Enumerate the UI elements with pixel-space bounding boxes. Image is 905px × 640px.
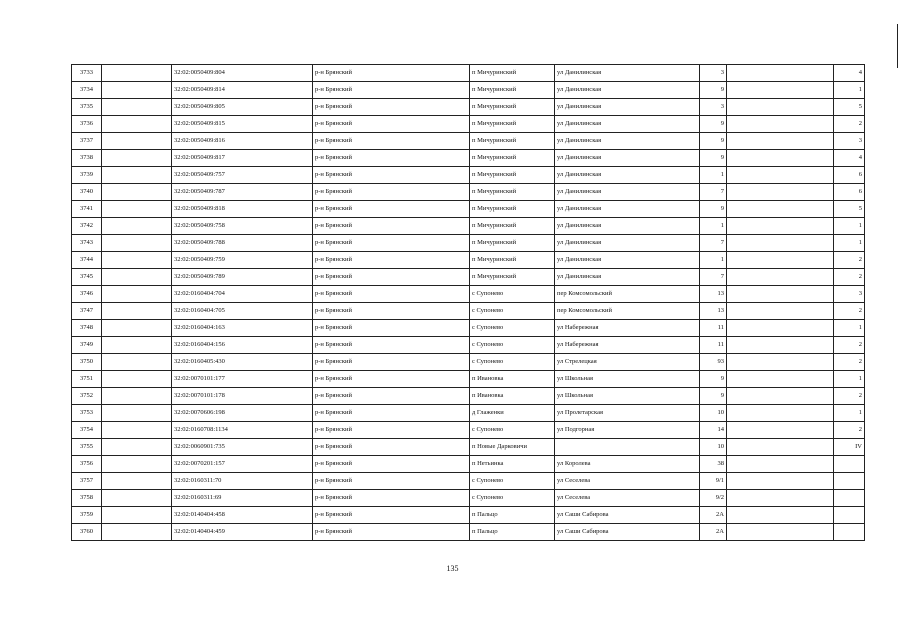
registry-table-body (72, 65, 865, 541)
blank-cell (102, 371, 172, 388)
street-cell: ул Данилинская (555, 252, 700, 269)
locality-cell: с Супонево (470, 303, 555, 320)
blank-cell (102, 456, 172, 473)
row-number-cell: 3736 (72, 116, 102, 133)
house-number-cell: 9 (700, 201, 727, 218)
blank-cell (102, 473, 172, 490)
apartment-cell: 5 (834, 201, 865, 218)
house-number-cell: 2А (700, 507, 727, 524)
district-cell: р-н Брянский (313, 286, 470, 303)
table-row (72, 252, 865, 269)
apartment-cell (834, 507, 865, 524)
table-row (72, 286, 865, 303)
house-number-cell: 10 (700, 439, 727, 456)
street-cell: ул Школьная (555, 388, 700, 405)
locality-cell: п Мичуринский (470, 116, 555, 133)
cadastral-number-cell: 32:02:0050409:815 (172, 116, 313, 133)
street-cell: ул Пролетарская (555, 405, 700, 422)
house-number-cell: 9 (700, 116, 727, 133)
extra-cell (727, 167, 834, 184)
district-cell: р-н Брянский (313, 269, 470, 286)
locality-cell: с Супонево (470, 320, 555, 337)
street-cell: ул Данилинская (555, 82, 700, 99)
street-cell: ул Данилинская (555, 65, 700, 82)
house-number-cell: 14 (700, 422, 727, 439)
house-number-cell: 1 (700, 218, 727, 235)
blank-cell (102, 201, 172, 218)
cadastral-number-cell: 32:02:0160404:163 (172, 320, 313, 337)
house-number-cell: 9 (700, 388, 727, 405)
house-number-cell: 10 (700, 405, 727, 422)
blank-cell (102, 150, 172, 167)
street-cell: ул Данилинская (555, 150, 700, 167)
locality-cell: с Супонево (470, 337, 555, 354)
page-edge-mark (897, 24, 898, 68)
locality-cell: п Мичуринский (470, 252, 555, 269)
district-cell: р-н Брянский (313, 439, 470, 456)
house-number-cell: 13 (700, 286, 727, 303)
table-row (72, 507, 865, 524)
table-row (72, 320, 865, 337)
house-number-cell: 7 (700, 184, 727, 201)
table-row (72, 422, 865, 439)
extra-cell (727, 490, 834, 507)
table-row (72, 473, 865, 490)
extra-cell (727, 507, 834, 524)
extra-cell (727, 405, 834, 422)
district-cell: р-н Брянский (313, 65, 470, 82)
table-row (72, 235, 865, 252)
cadastral-number-cell: 32:02:0070606:198 (172, 405, 313, 422)
locality-cell: с Супонево (470, 286, 555, 303)
row-number-cell: 3741 (72, 201, 102, 218)
row-number-cell: 3745 (72, 269, 102, 286)
table-row (72, 201, 865, 218)
apartment-cell: 2 (834, 269, 865, 286)
extra-cell (727, 371, 834, 388)
street-cell: ул Сеселева (555, 473, 700, 490)
district-cell: р-н Брянский (313, 235, 470, 252)
street-cell: ул Школьная (555, 371, 700, 388)
blank-cell (102, 65, 172, 82)
street-cell: ул Саши Сабирова (555, 507, 700, 524)
cadastral-number-cell: 32:02:0160311:70 (172, 473, 313, 490)
extra-cell (727, 150, 834, 167)
house-number-cell: 2А (700, 524, 727, 541)
apartment-cell: 1 (834, 405, 865, 422)
district-cell: р-н Брянский (313, 320, 470, 337)
house-number-cell: 7 (700, 269, 727, 286)
row-number-cell: 3747 (72, 303, 102, 320)
row-number-cell: 3750 (72, 354, 102, 371)
blank-cell (102, 405, 172, 422)
extra-cell (727, 337, 834, 354)
row-number-cell: 3758 (72, 490, 102, 507)
district-cell: р-н Брянский (313, 371, 470, 388)
cadastral-number-cell: 32:02:0160405:430 (172, 354, 313, 371)
house-number-cell: 38 (700, 456, 727, 473)
extra-cell (727, 252, 834, 269)
extra-cell (727, 303, 834, 320)
district-cell: р-н Брянский (313, 456, 470, 473)
table-row (72, 218, 865, 235)
row-number-cell: 3748 (72, 320, 102, 337)
cadastral-number-cell: 32:02:0050409:787 (172, 184, 313, 201)
row-number-cell: 3754 (72, 422, 102, 439)
blank-cell (102, 99, 172, 116)
house-number-cell: 11 (700, 320, 727, 337)
table-row (72, 269, 865, 286)
extra-cell (727, 269, 834, 286)
row-number-cell: 3740 (72, 184, 102, 201)
cadastral-number-cell: 32:02:0160404:705 (172, 303, 313, 320)
locality-cell: п Мичуринский (470, 99, 555, 116)
cadastral-number-cell: 32:02:0050409:759 (172, 252, 313, 269)
extra-cell (727, 354, 834, 371)
house-number-cell: 9 (700, 133, 727, 150)
row-number-cell: 3735 (72, 99, 102, 116)
blank-cell (102, 303, 172, 320)
cadastral-number-cell: 32:02:0050409:804 (172, 65, 313, 82)
street-cell: ул Королева (555, 456, 700, 473)
locality-cell: с Супонево (470, 354, 555, 371)
blank-cell (102, 116, 172, 133)
table-row (72, 490, 865, 507)
cadastral-number-cell: 32:02:0050409:805 (172, 99, 313, 116)
locality-cell: д Глаженки (470, 405, 555, 422)
extra-cell (727, 388, 834, 405)
locality-cell: п Ивановка (470, 371, 555, 388)
apartment-cell: 1 (834, 218, 865, 235)
apartment-cell: 1 (834, 320, 865, 337)
row-number-cell: 3738 (72, 150, 102, 167)
apartment-cell: IV (834, 439, 865, 456)
house-number-cell: 3 (700, 99, 727, 116)
blank-cell (102, 235, 172, 252)
row-number-cell: 3756 (72, 456, 102, 473)
table-row (72, 150, 865, 167)
locality-cell: п Мичуринский (470, 65, 555, 82)
cadastral-number-cell: 32:02:0160311:69 (172, 490, 313, 507)
cadastral-number-cell: 32:02:0160404:704 (172, 286, 313, 303)
blank-cell (102, 218, 172, 235)
street-cell: ул Сеселева (555, 490, 700, 507)
extra-cell (727, 235, 834, 252)
street-cell: пер Комсомольский (555, 303, 700, 320)
apartment-cell: 5 (834, 99, 865, 116)
street-cell: ул Данилинская (555, 167, 700, 184)
row-number-cell: 3757 (72, 473, 102, 490)
blank-cell (102, 184, 172, 201)
district-cell: р-н Брянский (313, 507, 470, 524)
locality-cell: с Супонево (470, 473, 555, 490)
extra-cell (727, 473, 834, 490)
table-row (72, 371, 865, 388)
street-cell: ул Набережная (555, 337, 700, 354)
row-number-cell: 3734 (72, 82, 102, 99)
apartment-cell: 2 (834, 422, 865, 439)
table-row (72, 303, 865, 320)
extra-cell (727, 286, 834, 303)
street-cell: ул Стрелецкая (555, 354, 700, 371)
extra-cell (727, 65, 834, 82)
street-cell: ул Набережная (555, 320, 700, 337)
district-cell: р-н Брянский (313, 388, 470, 405)
street-cell: ул Данилинская (555, 218, 700, 235)
table-row (72, 65, 865, 82)
blank-cell (102, 337, 172, 354)
row-number-cell: 3749 (72, 337, 102, 354)
district-cell: р-н Брянский (313, 184, 470, 201)
blank-cell (102, 269, 172, 286)
locality-cell: п Мичуринский (470, 184, 555, 201)
table-row (72, 337, 865, 354)
cadastral-number-cell: 32:02:0140404:458 (172, 507, 313, 524)
street-cell: ул Данилинская (555, 99, 700, 116)
cadastral-number-cell: 32:02:0050409:816 (172, 133, 313, 150)
table-row (72, 439, 865, 456)
cadastral-number-cell: 32:02:0050409:788 (172, 235, 313, 252)
house-number-cell: 9 (700, 150, 727, 167)
table-row (72, 184, 865, 201)
cadastral-number-cell: 32:02:0140404:459 (172, 524, 313, 541)
district-cell: р-н Брянский (313, 150, 470, 167)
cadastral-number-cell: 32:02:0070201:157 (172, 456, 313, 473)
locality-cell: п Мичуринский (470, 218, 555, 235)
district-cell: р-н Брянский (313, 82, 470, 99)
district-cell: р-н Брянский (313, 99, 470, 116)
district-cell: р-н Брянский (313, 218, 470, 235)
row-number-cell: 3733 (72, 65, 102, 82)
blank-cell (102, 524, 172, 541)
blank-cell (102, 354, 172, 371)
cadastral-number-cell: 32:02:0050409:814 (172, 82, 313, 99)
table-row (72, 116, 865, 133)
blank-cell (102, 252, 172, 269)
cadastral-number-cell: 32:02:0050409:758 (172, 218, 313, 235)
row-number-cell: 3751 (72, 371, 102, 388)
street-cell: ул Подгорная (555, 422, 700, 439)
apartment-cell (834, 473, 865, 490)
house-number-cell: 9/1 (700, 473, 727, 490)
apartment-cell: 4 (834, 65, 865, 82)
row-number-cell: 3743 (72, 235, 102, 252)
extra-cell (727, 82, 834, 99)
district-cell: р-н Брянский (313, 490, 470, 507)
locality-cell: п Мичуринский (470, 150, 555, 167)
street-cell: ул Данилинская (555, 269, 700, 286)
apartment-cell: 6 (834, 184, 865, 201)
table-row (72, 82, 865, 99)
extra-cell (727, 422, 834, 439)
house-number-cell: 3 (700, 65, 727, 82)
blank-cell (102, 133, 172, 150)
cadastral-number-cell: 32:02:0160404:156 (172, 337, 313, 354)
cadastral-number-cell: 32:02:0050409:817 (172, 150, 313, 167)
cadastral-number-cell: 32:02:0050409:757 (172, 167, 313, 184)
cadastral-number-cell: 32:02:0070101:178 (172, 388, 313, 405)
registry-table (71, 64, 865, 541)
apartment-cell (834, 456, 865, 473)
blank-cell (102, 490, 172, 507)
district-cell: р-н Брянский (313, 354, 470, 371)
table-row (72, 456, 865, 473)
row-number-cell: 3759 (72, 507, 102, 524)
district-cell: р-н Брянский (313, 337, 470, 354)
house-number-cell: 7 (700, 235, 727, 252)
locality-cell: п Нетьинка (470, 456, 555, 473)
street-cell: пер Комсомольский (555, 286, 700, 303)
apartment-cell: 2 (834, 303, 865, 320)
extra-cell (727, 133, 834, 150)
cadastral-number-cell: 32:02:0160708:1134 (172, 422, 313, 439)
blank-cell (102, 320, 172, 337)
apartment-cell: 2 (834, 116, 865, 133)
street-cell: ул Саши Сабирова (555, 524, 700, 541)
district-cell: р-н Брянский (313, 133, 470, 150)
district-cell: р-н Брянский (313, 116, 470, 133)
blank-cell (102, 422, 172, 439)
apartment-cell: 3 (834, 133, 865, 150)
extra-cell (727, 99, 834, 116)
apartment-cell: 2 (834, 337, 865, 354)
district-cell: р-н Брянский (313, 252, 470, 269)
extra-cell (727, 184, 834, 201)
locality-cell: п Мичуринский (470, 269, 555, 286)
row-number-cell: 3744 (72, 252, 102, 269)
table-row (72, 388, 865, 405)
district-cell: р-н Брянский (313, 422, 470, 439)
house-number-cell: 93 (700, 354, 727, 371)
house-number-cell: 13 (700, 303, 727, 320)
blank-cell (102, 286, 172, 303)
house-number-cell: 11 (700, 337, 727, 354)
street-cell: ул Данилинская (555, 133, 700, 150)
extra-cell (727, 439, 834, 456)
house-number-cell: 9/2 (700, 490, 727, 507)
street-cell: ул Данилинская (555, 201, 700, 218)
locality-cell: п Мичуринский (470, 201, 555, 218)
extra-cell (727, 456, 834, 473)
locality-cell: п Мичуринский (470, 167, 555, 184)
street-cell: ул Данилинская (555, 184, 700, 201)
table-row (72, 405, 865, 422)
blank-cell (102, 388, 172, 405)
extra-cell (727, 320, 834, 337)
blank-cell (102, 167, 172, 184)
locality-cell: п Мичуринский (470, 82, 555, 99)
locality-cell: с Супонево (470, 490, 555, 507)
locality-cell: п Пальцо (470, 507, 555, 524)
table-row (72, 99, 865, 116)
table-row (72, 524, 865, 541)
row-number-cell: 3742 (72, 218, 102, 235)
apartment-cell: 2 (834, 354, 865, 371)
apartment-cell (834, 524, 865, 541)
apartment-cell (834, 490, 865, 507)
page-number: 135 (446, 564, 459, 573)
district-cell: р-н Брянский (313, 303, 470, 320)
table-row (72, 354, 865, 371)
street-cell (555, 439, 700, 456)
district-cell: р-н Брянский (313, 405, 470, 422)
apartment-cell: 3 (834, 286, 865, 303)
cadastral-number-cell: 32:02:0060901:735 (172, 439, 313, 456)
house-number-cell: 1 (700, 167, 727, 184)
apartment-cell: 1 (834, 235, 865, 252)
locality-cell: п Ивановка (470, 388, 555, 405)
row-number-cell: 3755 (72, 439, 102, 456)
cadastral-number-cell: 32:02:0070101:177 (172, 371, 313, 388)
apartment-cell: 4 (834, 150, 865, 167)
district-cell: р-н Брянский (313, 167, 470, 184)
table-row (72, 167, 865, 184)
blank-cell (102, 507, 172, 524)
table-row (72, 133, 865, 150)
locality-cell: п Новые Дарковичи (470, 439, 555, 456)
district-cell: р-н Брянский (313, 473, 470, 490)
locality-cell: п Мичуринский (470, 235, 555, 252)
house-number-cell: 1 (700, 252, 727, 269)
apartment-cell: 6 (834, 167, 865, 184)
apartment-cell: 1 (834, 82, 865, 99)
extra-cell (727, 201, 834, 218)
locality-cell: с Супонево (470, 422, 555, 439)
house-number-cell: 9 (700, 82, 727, 99)
apartment-cell: 2 (834, 388, 865, 405)
cadastral-number-cell: 32:02:0050409:789 (172, 269, 313, 286)
apartment-cell: 2 (834, 252, 865, 269)
locality-cell: п Мичуринский (470, 133, 555, 150)
blank-cell (102, 439, 172, 456)
street-cell: ул Данилинская (555, 116, 700, 133)
row-number-cell: 3753 (72, 405, 102, 422)
row-number-cell: 3760 (72, 524, 102, 541)
blank-cell (102, 82, 172, 99)
district-cell: р-н Брянский (313, 524, 470, 541)
house-number-cell: 9 (700, 371, 727, 388)
cadastral-number-cell: 32:02:0050409:818 (172, 201, 313, 218)
street-cell: ул Данилинская (555, 235, 700, 252)
extra-cell (727, 218, 834, 235)
row-number-cell: 3737 (72, 133, 102, 150)
extra-cell (727, 116, 834, 133)
row-number-cell: 3752 (72, 388, 102, 405)
extra-cell (727, 524, 834, 541)
locality-cell: п Пальцо (470, 524, 555, 541)
apartment-cell: 1 (834, 371, 865, 388)
row-number-cell: 3739 (72, 167, 102, 184)
row-number-cell: 3746 (72, 286, 102, 303)
district-cell: р-н Брянский (313, 201, 470, 218)
